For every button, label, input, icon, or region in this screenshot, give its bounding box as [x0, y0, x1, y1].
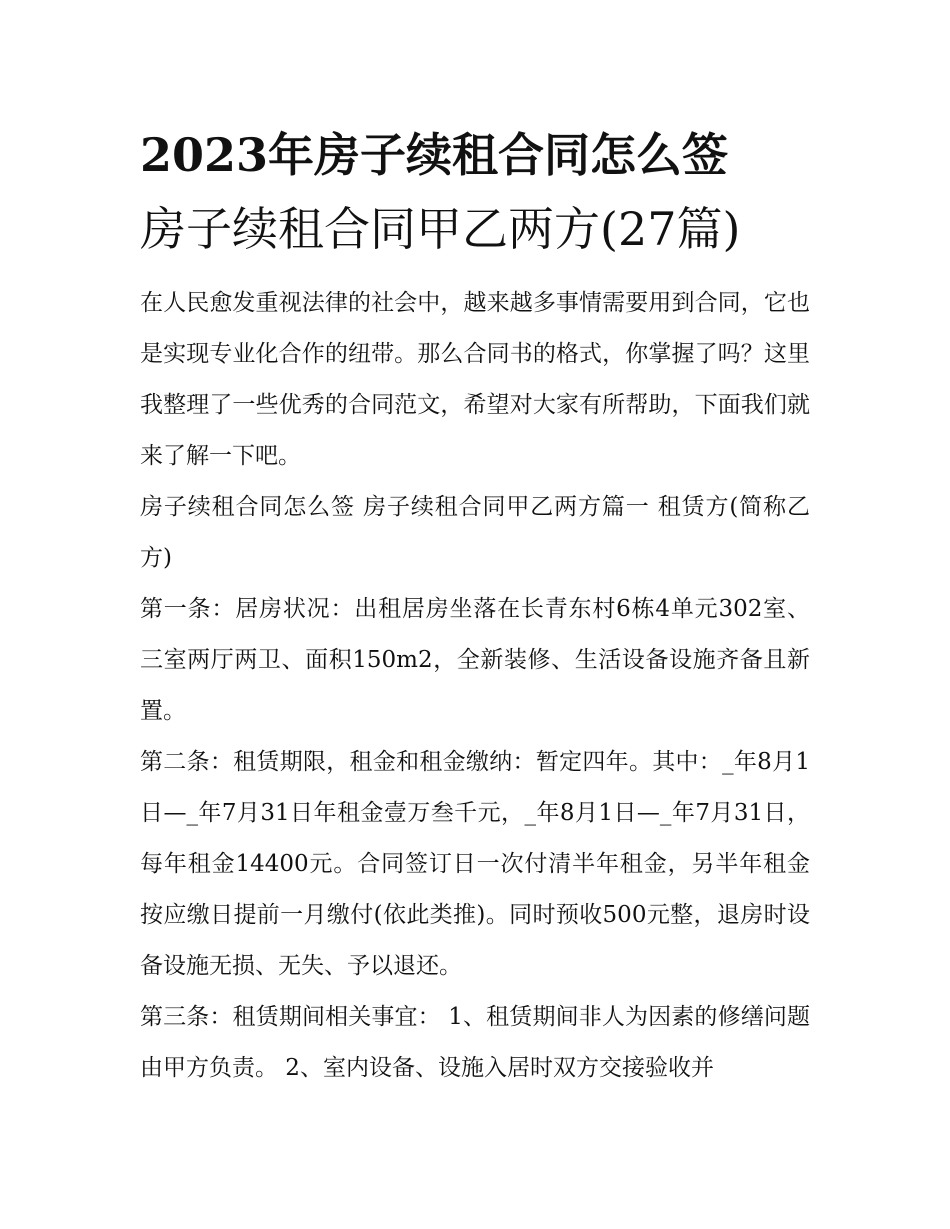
paragraph-article-1: 第一条：居房状况：出租居房坐落在长青东村6栋4单元302室、三室两厅两卫、面积150m2，全新装修、生活设备设施齐备且新置。: [140, 596, 810, 724]
paragraph-section-heading: 房子续租合同怎么签 房子续租合同甲乙两方篇一 租赁方(简称乙方): [140, 494, 810, 571]
title-line-2: 房子续租合同甲乙两方(27篇): [140, 202, 741, 256]
title-line-1: 2023年房子续租合同怎么签: [140, 128, 729, 182]
paragraph-article-2: 第二条：租赁期限，租金和租金缴纳：暂定四年。其中：_年8月1日—_年7月31日年租金壹万叁千元，_年8月1日—_年7月31日，每年租金14400元。合同签订日一次付清半年租金，另半年租金按应缴日提前一月缴付(依此类推)。同时预收500元整，退房时设备设施无损、无失、予以退还。: [140, 749, 810, 979]
document-page: [140, 118, 810, 1094]
document-title: [140, 118, 810, 266]
paragraph-intro: 在人民愈发重视法律的社会中，越来越多事情需要用到合同，它也是实现专业化合作的纽带。那么合同书的格式，你掌握了吗？这里我整理了一些优秀的合同范文，希望对大家有所帮助，下面我们就来了解一下吧。: [140, 290, 810, 469]
paragraph-article-3: 第三条：租赁期间相关事宜： 1、租赁期间非人为因素的修缮问题由甲方负责。 2、室内设备、设施入居时双方交接验收并: [140, 1004, 810, 1081]
document-body: [140, 278, 810, 1094]
